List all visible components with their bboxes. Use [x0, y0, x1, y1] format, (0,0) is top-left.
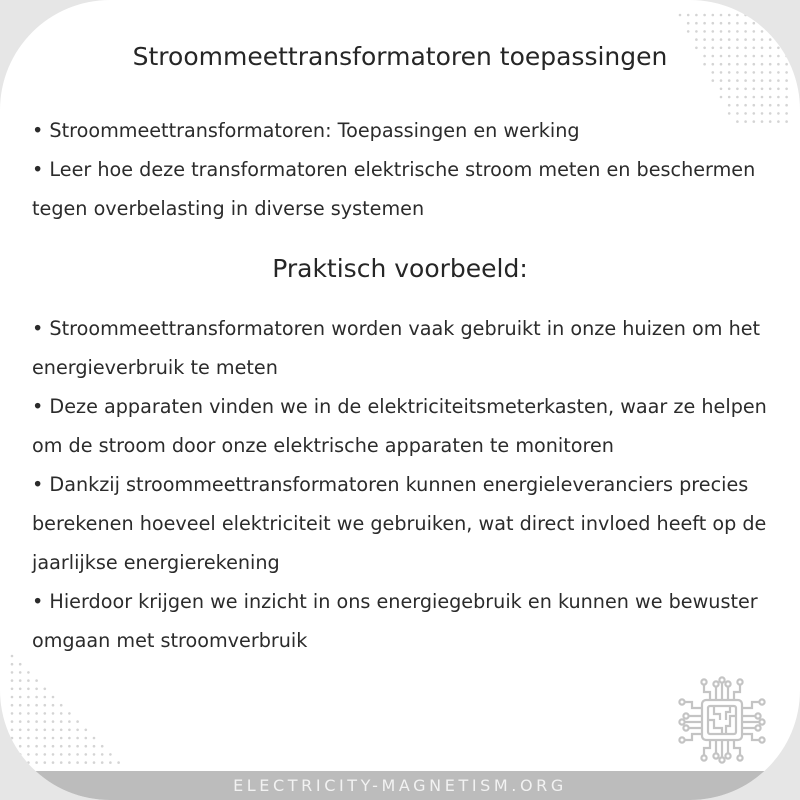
intro-item: • Stroommeettransformatoren: Toepassingen en werking [32, 119, 580, 142]
site-name: ELECTRICITY-MAGNETISM.ORG [233, 776, 567, 795]
footer-bar [0, 771, 800, 800]
example-item: • Stroommeettransformatoren worden vaak gebruikt in onze huizen om het energieverbruik te meten [32, 317, 761, 379]
intro-list [32, 111, 777, 228]
dot-pattern-bottom-left [0, 650, 130, 775]
example-heading: Praktisch voorbeeld: [272, 254, 528, 283]
example-list [32, 309, 777, 660]
example-item: • Hierdoor krijgen we inzicht in ons energiegebruik en kunnen we bewuster omgaan met stroomverbruik [32, 590, 758, 652]
example-item: • Dankzij stroommeettransformatoren kunnen energieleveranciers precies berekenen hoeveel elektriciteit we gebruiken, wat direct invloed heeft op de jaarlijkse energierekening [32, 473, 767, 574]
example-item: • Deze apparaten vinden we in de elektriciteitsmeterkasten, waar ze helpen om de stroom door onze elektrische apparaten te monitoren [32, 395, 767, 457]
page-title: Stroommeettransformatoren toepassingen [132, 42, 668, 71]
circuit-chip-icon [672, 672, 772, 768]
intro-item: • Leer hoe deze transformatoren elektrische stroom meten en beschermen tegen overbelasting in diverse systemen [32, 158, 756, 220]
